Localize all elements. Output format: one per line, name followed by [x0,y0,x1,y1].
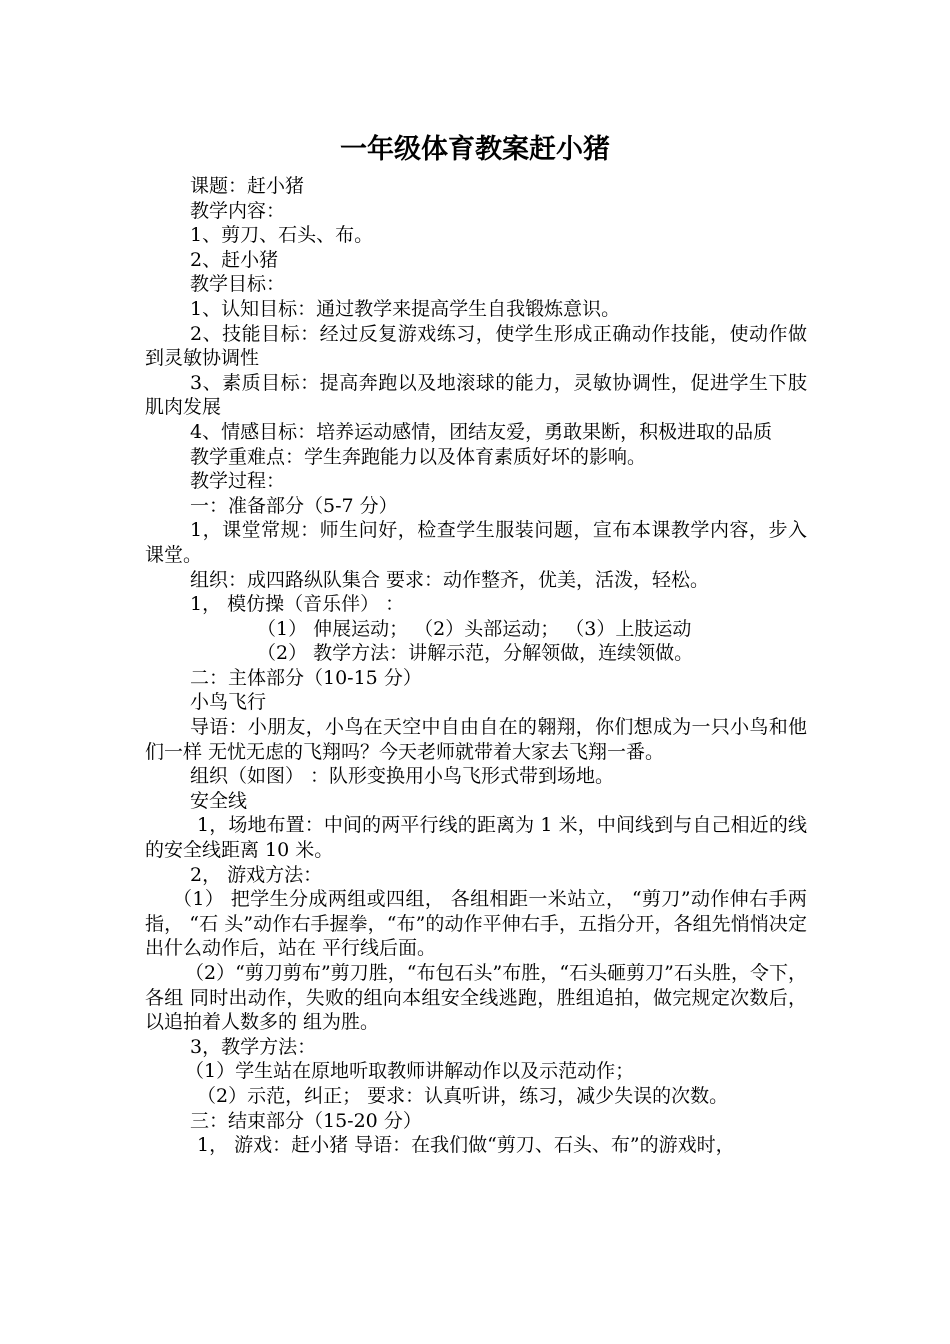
paragraph: 1， 模仿操（音乐伴） ： [190,593,405,616]
paragraph: （1） 把学生分成两组或四组， 各组相距一米站立， “剪刀”动作伸右手两指， “石 头”动作右手握拳，“布”的动作平伸右手，五指分开，各组先悄悄决定出什么动作后，站在 平行线后面。 [145,888,807,960]
paragraph: 课题：赶小猪 [190,175,305,197]
paragraph: 1，课堂常规：师生问好，检查学生服装问题，宣布本课教学内容，步入课堂。 [145,519,807,566]
paragraph: 教学目标： [190,273,286,296]
paragraph: 组织（如图） ：队形变换用小鸟飞形式带到场地。 [190,765,615,788]
paragraph: 1、剪刀、石头、布。 [190,224,374,247]
paragraph: （2）示范，纠正； 要求：认真听讲，练习，减少失误的次数。 [197,1084,729,1107]
paragraph: 4、情感目标：培养运动感情，团结友爱，勇敢果断，积极进取的品质 [190,420,773,443]
paragraph: 组织：成四路纵队集合 要求：动作整齐，优美，活泼，轻松。 [190,568,710,591]
paragraph: （2） 教学方法：讲解示范，分解领做，连续领做。 [257,642,694,665]
paragraph: 一：准备部分（5-7 分） [190,494,398,517]
paragraph: 1、认知目标：通过教学来提高学生自我锻炼意识。 [190,297,621,320]
paragraph: （1） 伸展运动； （2）头部运动； （3）上肢运动 [257,617,692,640]
paragraph: （1）学生站在原地听取教师讲解动作以及示范动作； [185,1060,635,1083]
paragraph: 2， 游戏方法： [190,863,323,886]
document-title: 一年级体育教案赶小猪 [340,134,610,165]
paragraph: 二：主体部分（10-15 分） [190,666,422,689]
paragraph: 导语：小朋友，小鸟在天空中自由自在的翱翔，你们想成为一只小鸟和他们一样 无忧无虑的飞翔吗？今天老师就带着大家去飞翔一番。 [145,716,807,763]
paragraph: 1， 游戏：赶小猪 导语：在我们做“剪刀、石头、布”的游戏时， [197,1134,735,1157]
paragraph: 教学过程： [190,470,286,493]
paragraph: 教学重难点：学生奔跑能力以及体育素质好坏的影响。 [190,445,647,468]
paragraph: 安全线 [190,789,248,812]
paragraph: 2、赶小猪 [190,248,279,271]
paragraph: 2、技能目标：经过反复游戏练习，使学生形成正确动作技能，使动作做到灵敏协调性 [145,322,807,370]
paragraph: 3、素质目标：提高奔跑以及地滚球的能力，灵敏协调性，促进学生下肢肌肉发展 [145,371,807,419]
document-body [145,174,807,1158]
paragraph: 1，场地布置：中间的两平行线的距离为 1 米，中间线到与自己相近的线的安全线距离 10 米。 [145,814,807,862]
paragraph: 三：结束部分（15-20 分） [190,1109,422,1132]
paragraph: 小鸟飞行 [190,691,267,714]
paragraph: 教学内容： [190,199,286,222]
paragraph: 3，教学方法： [190,1035,317,1058]
paragraph: （2）“剪刀剪布”剪刀胜，“布包石头”布胜，“石头砸剪刀”石头胜，令下，各组 同时出动作，失败的组向本组安全线逃跑，胜组追拍，做完规定次数后，以追拍着人数多的 组为胜。 [145,962,807,1034]
